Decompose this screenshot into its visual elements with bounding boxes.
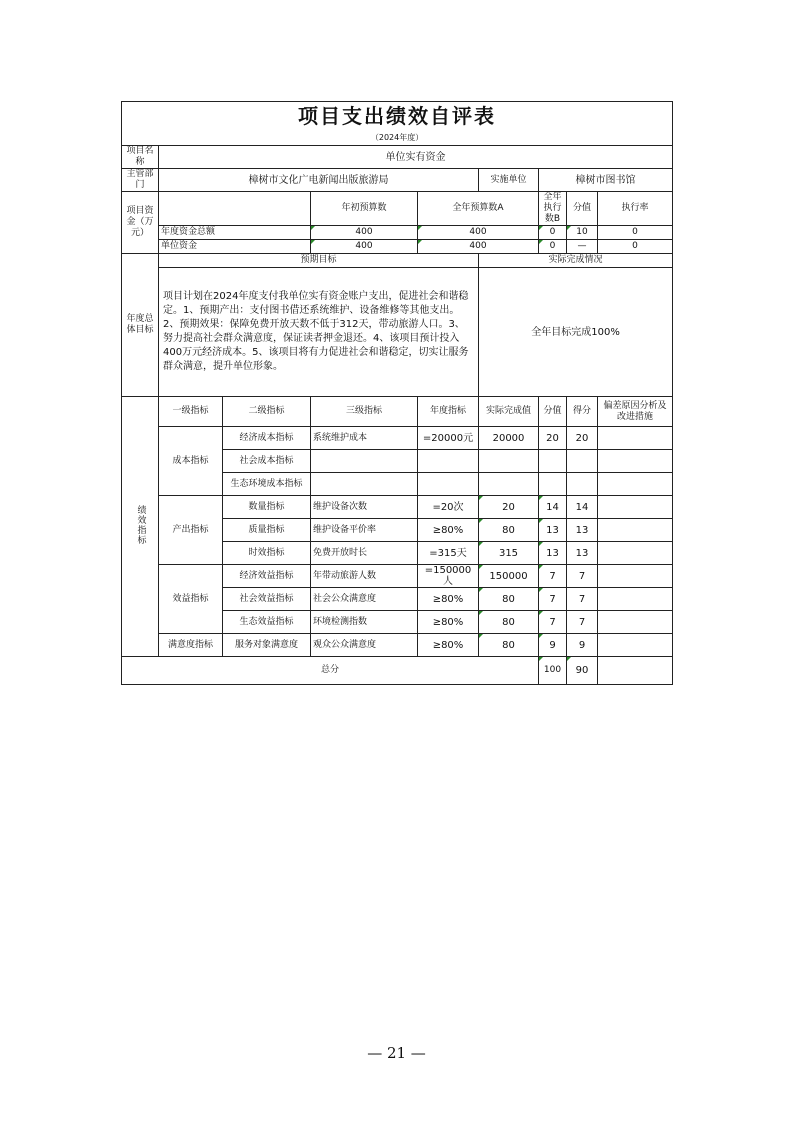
- ind-deviation: [598, 565, 673, 588]
- ind-level2: 经济效益指标: [223, 565, 311, 588]
- ind-level1: 满意度指标: [159, 634, 223, 657]
- ind-deviation: [598, 427, 673, 450]
- ind-level3: [311, 450, 418, 473]
- ind-got: 20: [567, 427, 598, 450]
- ind-level2: 生态环境成本指标: [223, 473, 311, 496]
- ind-actual: 315: [479, 542, 539, 565]
- ind-level2: 社会成本指标: [223, 450, 311, 473]
- funds-row-rate: 0: [598, 226, 673, 240]
- ind-deviation: [598, 611, 673, 634]
- funds-header-rate: 执行率: [598, 192, 673, 226]
- ind-actual: 80: [479, 634, 539, 657]
- funds-row-score: 10: [567, 226, 598, 240]
- ind-actual: 20: [479, 496, 539, 519]
- goal-actual-header: 实际完成情况: [479, 254, 673, 268]
- goal-actual-text: 全年目标完成100%: [479, 268, 673, 397]
- total-score: 100: [539, 657, 567, 685]
- ind-level3: 免费开放时长: [311, 542, 418, 565]
- project-name-label: 项目名称: [122, 146, 159, 169]
- ind-deviation: [598, 519, 673, 542]
- funds-row-year-a: 400: [418, 240, 539, 254]
- ind-actual: 80: [479, 519, 539, 542]
- ind-header-target: 年度指标: [418, 397, 479, 427]
- ind-level2: 数量指标: [223, 496, 311, 519]
- total-got: 90: [567, 657, 598, 685]
- ind-header-l3: 三级指标: [311, 397, 418, 427]
- ind-actual: 20000: [479, 427, 539, 450]
- funds-row-exec-b: 0: [539, 240, 567, 254]
- form-year: （2024年度）: [122, 130, 673, 146]
- ind-level1: 产出指标: [159, 496, 223, 565]
- ind-level3: 年带动旅游人数: [311, 565, 418, 588]
- ind-score: 9: [539, 634, 567, 657]
- ind-target: =150000人: [418, 565, 479, 588]
- ind-got: 7: [567, 565, 598, 588]
- indicators-label-text: 绩效指标: [135, 504, 146, 545]
- funds-header-exec-b: 全年执行数B: [539, 192, 567, 226]
- ind-level3: 社会公众满意度: [311, 588, 418, 611]
- funds-header-score: 分值: [567, 192, 598, 226]
- ind-level3: 维护设备平价率: [311, 519, 418, 542]
- ind-score: 7: [539, 611, 567, 634]
- ind-target: ≥80%: [418, 588, 479, 611]
- ind-score: 14: [539, 496, 567, 519]
- ind-deviation: [598, 542, 673, 565]
- funds-label: 项目资金（万元）: [122, 192, 159, 254]
- ind-target: [418, 473, 479, 496]
- ind-header-deviation: 偏差原因分析及改进措施: [598, 397, 673, 427]
- dept-label: 主管部门: [122, 169, 159, 192]
- ind-level3: 系统维护成本: [311, 427, 418, 450]
- funds-blank: [159, 192, 311, 226]
- ind-level1: 效益指标: [159, 565, 223, 634]
- ind-deviation: [598, 634, 673, 657]
- ind-score: 13: [539, 542, 567, 565]
- ind-score: 7: [539, 565, 567, 588]
- ind-deviation: [598, 473, 673, 496]
- funds-row-score: —: [567, 240, 598, 254]
- funds-row-year-a: 400: [418, 226, 539, 240]
- funds-row-name: 年度资金总额: [159, 226, 311, 240]
- ind-actual: 80: [479, 611, 539, 634]
- ind-score: 7: [539, 588, 567, 611]
- ind-header-got: 得分: [567, 397, 598, 427]
- ind-actual: [479, 450, 539, 473]
- impl-value: 樟树市图书馆: [539, 169, 673, 192]
- funds-row-name: 单位资金: [159, 240, 311, 254]
- funds-row-init: 400: [311, 240, 418, 254]
- funds-row-rate: 0: [598, 240, 673, 254]
- funds-row-init: 400: [311, 226, 418, 240]
- indicators-label: [122, 397, 159, 657]
- ind-actual: 80: [479, 588, 539, 611]
- ind-deviation: [598, 450, 673, 473]
- funds-header-year-a: 全年预算数A: [418, 192, 539, 226]
- ind-actual: [479, 473, 539, 496]
- ind-header-actual: 实际完成值: [479, 397, 539, 427]
- impl-label: 实施单位: [479, 169, 539, 192]
- total-deviation: [598, 657, 673, 685]
- ind-got: 14: [567, 496, 598, 519]
- ind-got: [567, 473, 598, 496]
- ind-header-l1: 一级指标: [159, 397, 223, 427]
- ind-level3: 环境检测指数: [311, 611, 418, 634]
- ind-score: [539, 473, 567, 496]
- ind-got: 13: [567, 519, 598, 542]
- form-title: 项目支出绩效自评表: [122, 102, 673, 131]
- ind-level2: 生态效益指标: [223, 611, 311, 634]
- ind-level2: 服务对象满意度: [223, 634, 311, 657]
- ind-actual: 150000: [479, 565, 539, 588]
- ind-deviation: [598, 588, 673, 611]
- goal-expected-text: 项目计划在2024年度支付我单位实有资金账户支出，促进社会和谐稳定。1、预期产出：支付图书借还系统维护、设备维修等其他支出。2、预期效果：保障免费开放天数不低于312天，带动旅游人口。3、努力提高社会群众满意度，保证读者押金退还。4、该项目预计投入400万元经济成本。5、该项目将有力促进社会和谐稳定，切实让服务群众满意，提升单位形象。: [159, 268, 479, 397]
- ind-target: ≥80%: [418, 611, 479, 634]
- ind-target: =315天: [418, 542, 479, 565]
- total-label: 总分: [122, 657, 539, 685]
- ind-level2: 经济成本指标: [223, 427, 311, 450]
- ind-score: 13: [539, 519, 567, 542]
- evaluation-table: [121, 101, 673, 685]
- ind-target: ≥80%: [418, 519, 479, 542]
- page-number: — 21 —: [367, 1044, 426, 1062]
- ind-level1: 成本指标: [159, 427, 223, 496]
- self-evaluation-form: [121, 101, 672, 685]
- ind-level3: [311, 473, 418, 496]
- ind-level3: 观众公众满意度: [311, 634, 418, 657]
- ind-level3: 维护设备次数: [311, 496, 418, 519]
- ind-deviation: [598, 496, 673, 519]
- ind-got: [567, 450, 598, 473]
- ind-score: [539, 450, 567, 473]
- ind-level2: 社会效益指标: [223, 588, 311, 611]
- ind-got: 7: [567, 611, 598, 634]
- funds-header-init: 年初预算数: [311, 192, 418, 226]
- ind-header-l2: 二级指标: [223, 397, 311, 427]
- ind-got: 7: [567, 588, 598, 611]
- project-name: 单位实有资金: [159, 146, 673, 169]
- dept-value: 樟树市文化广电新闻出版旅游局: [159, 169, 479, 192]
- ind-got: 9: [567, 634, 598, 657]
- goal-expected-header: 预期目标: [159, 254, 479, 268]
- funds-row-exec-b: 0: [539, 226, 567, 240]
- ind-header-score: 分值: [539, 397, 567, 427]
- ind-target: =20000元: [418, 427, 479, 450]
- ind-target: =20次: [418, 496, 479, 519]
- ind-level2: 时效指标: [223, 542, 311, 565]
- ind-got: 13: [567, 542, 598, 565]
- goal-label: 年度总体目标: [122, 254, 159, 397]
- ind-score: 20: [539, 427, 567, 450]
- ind-level2: 质量指标: [223, 519, 311, 542]
- ind-target: [418, 450, 479, 473]
- ind-target: ≥80%: [418, 634, 479, 657]
